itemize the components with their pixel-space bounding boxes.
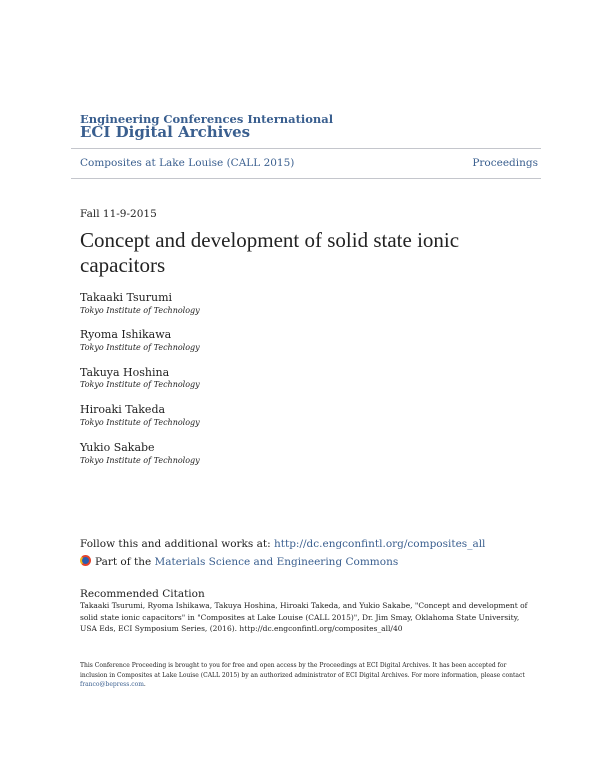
commons-logo-icon [80, 555, 91, 566]
author-name: Hiroaki Takeda [80, 403, 166, 416]
part-of-line [80, 555, 398, 568]
commons-link[interactable]: Materials Science and Engineering Commons [154, 556, 399, 568]
part-of-label: Part of the [95, 556, 152, 568]
collection-link[interactable]: Composites at Lake Louise (CALL 2015) [80, 157, 295, 169]
divider [71, 148, 541, 149]
proceedings-link[interactable]: Proceedings [472, 157, 538, 169]
footer-period: . [143, 681, 146, 688]
footer-notice [80, 661, 535, 690]
date: Fall 11-9-2015 [80, 208, 157, 220]
author-name: Ryoma Ishikawa [80, 328, 172, 341]
author-affiliation: Tokyo Institute of Technology [80, 343, 200, 352]
author-name: Yukio Sakabe [80, 441, 155, 454]
citation-heading: Recommended Citation [80, 588, 205, 600]
follow-label: Follow this and additional works at: [80, 538, 271, 550]
org-name: Engineering Conferences International [80, 112, 334, 126]
contact-email-link[interactable]: franco@bepress.com [80, 681, 144, 688]
author-affiliation: Tokyo Institute of Technology [80, 380, 200, 389]
author-affiliation: Tokyo Institute of Technology [80, 456, 200, 465]
author-affiliation: Tokyo Institute of Technology [80, 306, 200, 315]
footer-text: This Conference Proceeding is brought to you for free and open access by the Proceedings at ECI Digital Archives. It has been accepted for inclusion in Composites at Lake Louise (CALL 2015) by an authorized administrator of ECI Digital Archives. For more information, please contact [80, 662, 525, 679]
citation-text: Takaaki Tsurumi, Ryoma Ishikawa, Takuya Hoshina, Hiroaki Takeda, and Yukio Sakabe, "Concept and development of solid state ionic capacitors" in "Composites at Lake Louise (CALL 2015)", Dr. Jim Smay, Oklahoma State University, USA Eds, ECI Symposium Series, (2016). http://dc.engconfintl.org/composites_all/40 [80, 601, 528, 633]
follow-line [80, 538, 485, 550]
collection-url-link[interactable]: http://dc.engconfintl.org/composites_all [274, 538, 486, 550]
divider [71, 178, 541, 179]
author-affiliation: Tokyo Institute of Technology [80, 418, 200, 427]
archive-name[interactable]: ECI Digital Archives [80, 123, 251, 141]
author-name: Takuya Hoshina [80, 366, 170, 379]
page-title: Concept and development of solid state ionic capacitors [80, 228, 460, 277]
author-name: Takaaki Tsurumi [80, 291, 173, 304]
